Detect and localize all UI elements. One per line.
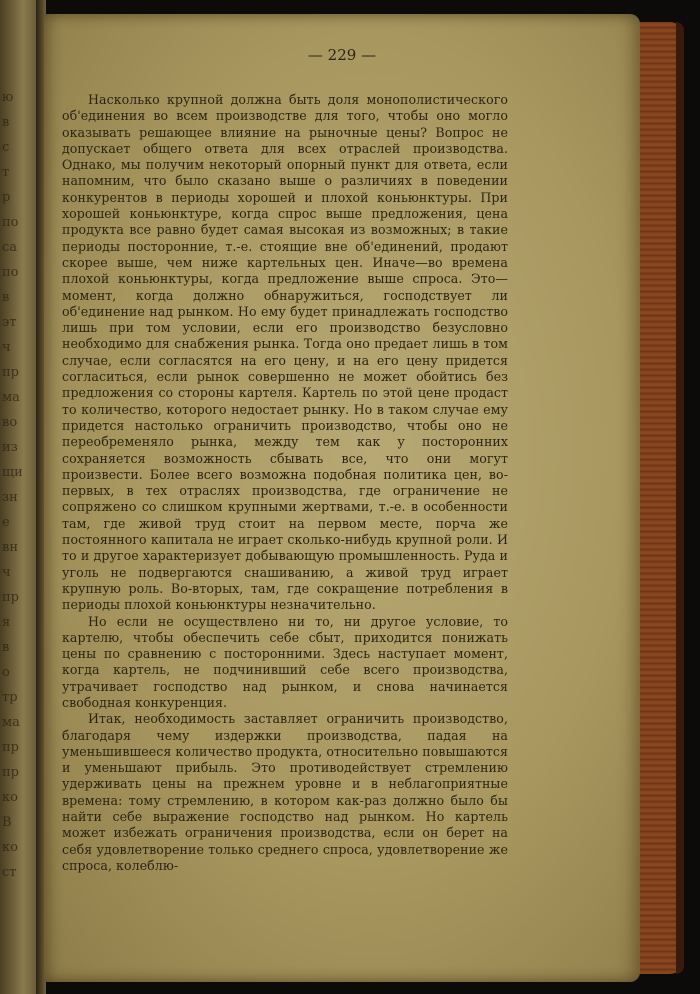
left-page-fragment-text: са — [2, 240, 18, 255]
left-page-fragment-text: пр — [2, 365, 19, 380]
left-page-fragment-text: я — [2, 615, 11, 630]
left-page-fragment-text: во — [2, 415, 18, 430]
left-page-fragment-text: щи — [2, 465, 23, 480]
left-page-fragment-text: ко — [2, 840, 18, 855]
left-page-fragment-text: с — [2, 140, 10, 155]
left-page-fragment-text: р — [2, 190, 11, 205]
left-page-fragment-text: из — [2, 440, 18, 455]
book-page — [44, 14, 640, 982]
paragraph-2: Но если не осуществлено ни то, ни другое условие, то картелю, чтобы обеспечить себе сбыт, приходится понижать цены по сравнению с посторонними. Здесь наступает момент, когда картель, не подчинивший себе всего производства, утрачивает господство над рынком, и снова начинается свободная конкуренция. — [62, 613, 508, 710]
left-page-fragment-text: тр — [2, 690, 18, 705]
paragraph-1: Насколько крупной должна быть доля монополистического об'единения во всем производстве для того, чтобы оно могло оказывать решающее влияние на рыночные цены? Вопрос не допускает общего ответа для всех отраслей производства. Однако, мы получим некоторый опорный пункт для ответа, если напомним, что было сказано выше о различиях в поведении конкурентов в периоды хорошей и плохой коньюнктуры. При хорошей коньюнктуре, когда спрос выше предложения, цена продукта все равно будет самая высокая из возможных; в такие периоды посторонние, т.-е. стоящие вне об'единений, продают скорее выше, чем ниже картельных цен. Иначе—во времена плохой коньюнктуры, когда предложение выше спроса. Это—момент, когда должно обнаружиться, господствует ли об'единение над рынком. Но ему будет принадлежать господство лишь при том условии, если его производство безусловно необходимо для снабжения рынка. Тогда оно предает лишь в том случае, если согласятся на его цену, и на его цену придется согласиться, если рынок совершенно не может обойтись без предложения со стороны картеля. Картель по этой цене продаст то количество, которого недостает рынку. Но в таком случае ему придется настолько ограничить производство, чтобы оно не переобременяло рынка, между тем как у посторонних сохраняется возможность сбывать все, что они могут произвести. Более всего возможна подобная политика цен, во-первых, в тех отраслях производства, где ограничение не сопряжено со слишком крупными жертвами, т.-е. в особенности там, где живой труд стоит на первом месте, порча же постоянного капитала не играет сколько-нибудь крупной роли. И то и другое характеризует добывающую промышленность. Руда и уголь не подвергаются снашиванию, а живой труд играет крупную роль. Во-вторых, там, где сокращение потребления в периоды плохой коньюнктуры незначительно. — [62, 92, 508, 613]
left-page-fragment-text: пр — [2, 740, 19, 755]
left-page-fragment-text: в — [2, 115, 10, 130]
left-page-fragment-text: ма — [2, 715, 20, 730]
left-page-fragment-text: В — [2, 815, 12, 830]
left-page-fragment-text: эт — [2, 315, 17, 330]
left-page-fragment-text: о — [2, 665, 10, 680]
left-page-fragment-text: в — [2, 290, 10, 305]
left-page-fragment-text: ч — [2, 340, 11, 355]
left-page-fragment-text: ма — [2, 390, 20, 405]
left-page-fragment-text: по — [2, 215, 19, 230]
left-page-fragment-text: пр — [2, 765, 19, 780]
left-page-fragment-text: вн — [2, 540, 18, 555]
page-text — [62, 92, 508, 874]
left-page-fragment-text: зн — [2, 490, 18, 505]
left-page-fragment-text: ко — [2, 790, 18, 805]
left-page-fragment-text: в — [2, 640, 10, 655]
left-page-fragment-text: ст — [2, 865, 17, 880]
left-page-fragment-text: по — [2, 265, 19, 280]
left-page-fragment-text: ю — [2, 90, 14, 105]
left-page-fragment-text: е — [2, 515, 10, 530]
left-page-fragment-text: пр — [2, 590, 19, 605]
page-edges — [636, 22, 684, 974]
page-number: — 229 — — [307, 46, 377, 64]
paragraph-3: Итак, необходимость заставляет ограничить производство, благодаря чему издержки производства, падая на уменьшившееся количество продукта, относительно повышаются и уменьшают прибыль. Это противодействует стремлению удерживать цены на прежнем уровне и в неблагоприятные времена: тому стремлению, в котором как-раз должно было бы найти себе выражение господство над рынком. Но картель может избежать ограничения производства, если он берет на себя удовлетворение только среднего спроса, удовлетворение же спроса, колеблю- — [62, 711, 508, 873]
left-page-fragment-text: т — [2, 165, 10, 180]
left-page-fragment-text: ч — [2, 565, 11, 580]
